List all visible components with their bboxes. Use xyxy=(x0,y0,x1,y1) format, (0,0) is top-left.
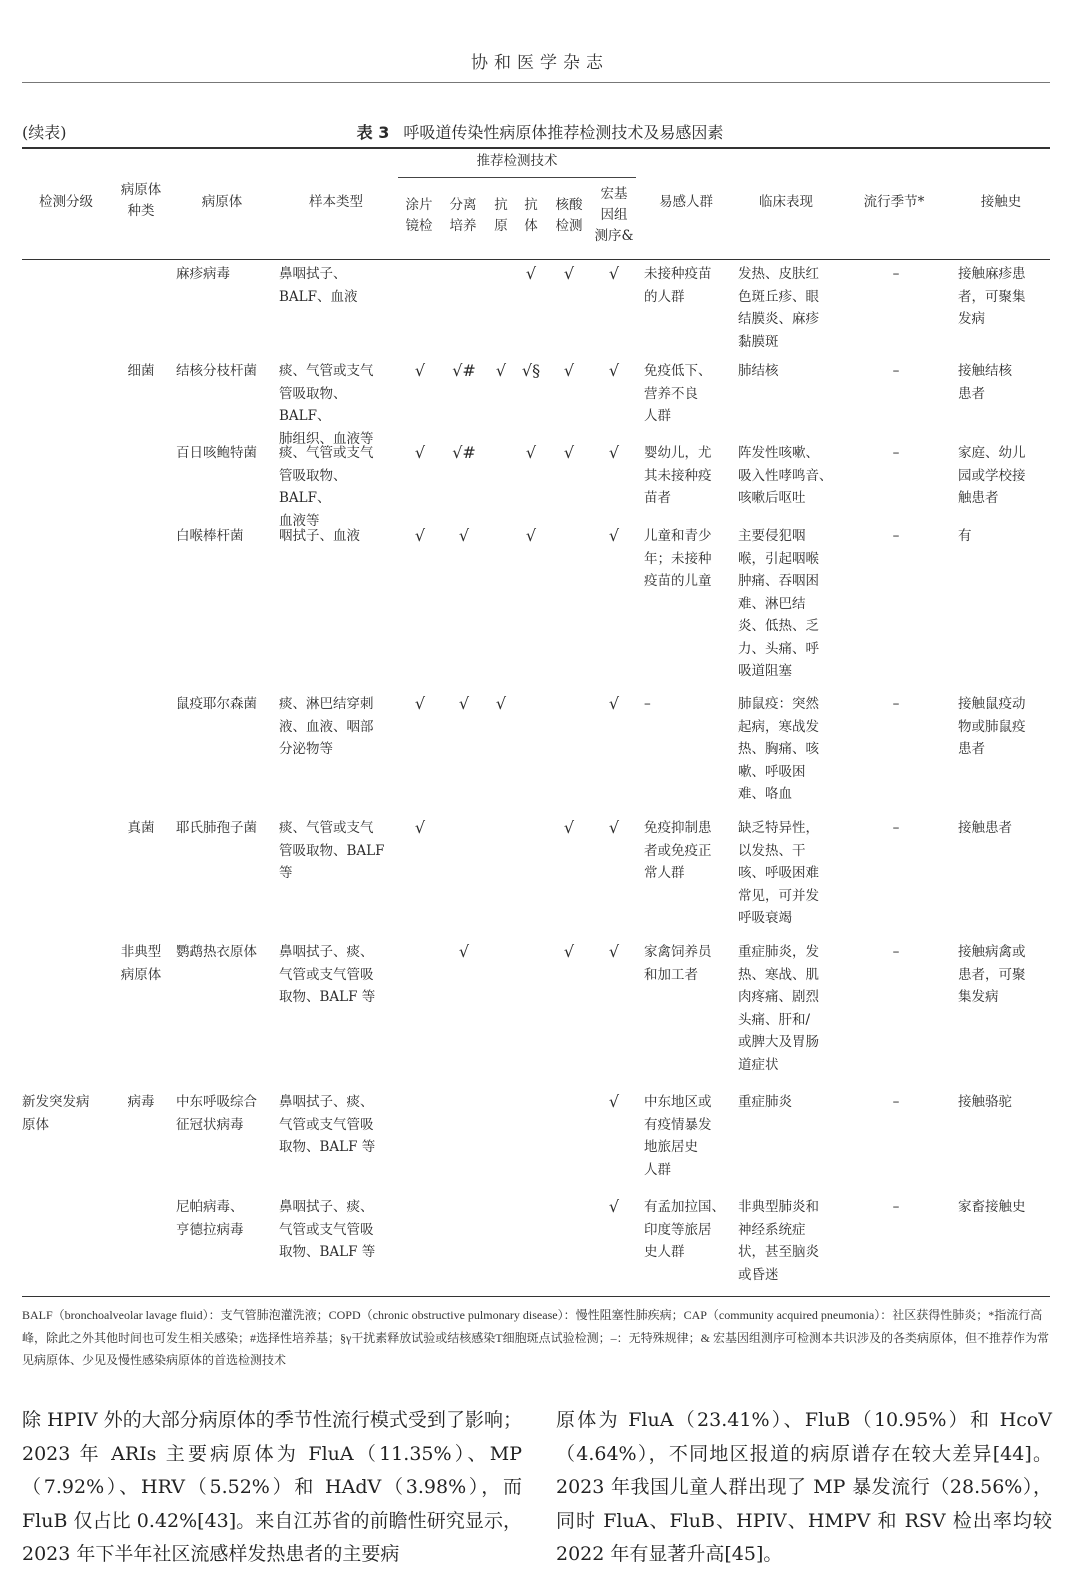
tech-group-rule xyxy=(398,177,636,178)
table-cell-season: – xyxy=(892,1094,900,1110)
table-cell-antibody: √ xyxy=(525,526,537,545)
header-sample: 样本类型 xyxy=(309,194,363,210)
header-smear: 涂片 镜检 xyxy=(405,197,433,234)
table-cell-mngs: √ xyxy=(608,526,620,545)
table-cell-culture: √# xyxy=(452,443,476,462)
table-cell-nucleic: √ xyxy=(563,443,575,462)
table-cell-mngs: √ xyxy=(608,694,620,713)
table-cell-nucleic: √ xyxy=(563,818,575,837)
table-cell-culture: √ xyxy=(458,942,470,961)
table-cell-season: – xyxy=(892,266,900,282)
table-cell-mngs: √ xyxy=(608,264,620,283)
table-number: 表 3 xyxy=(356,123,390,142)
table-cell-mngs: √ xyxy=(608,818,620,837)
table-cell-sample: 咽拭子、血液 xyxy=(279,528,360,544)
table-cell-contact: 家畜接触史 xyxy=(958,1199,1026,1215)
table-cell-category: 病毒 xyxy=(127,1094,155,1110)
table-cell-season: – xyxy=(892,820,900,836)
table-cell-pathogen: 鼠疫耶尔森菌 xyxy=(176,696,257,712)
table-cell-contact: 有 xyxy=(958,528,972,544)
table-cell-culture: √# xyxy=(452,361,476,380)
body-text-right-column: 原体为 FluA（23.41%）、FluB（10.95%）和 HcoV（4.64%），不同地区报道的病原谱存在较大差异[44]。2023 年我国儿童人群出现了 MP 暴发流行（28.56%），同时 FluA、FluB、HPIV、HMPV 和 RSV 检出率均较 2022 年有显著升高[45]。 xyxy=(556,1409,1052,1565)
table-cell-culture: √ xyxy=(458,694,470,713)
table-cell-contact: 家庭、幼儿 园或学校接 触患者 xyxy=(958,445,1026,506)
table-cell-sample: 鼻咽拭子、 BALF、血液 xyxy=(279,266,358,305)
table-cell-season: – xyxy=(892,363,900,379)
header-grade: 检测分级 xyxy=(39,194,93,210)
header-rule xyxy=(22,82,1050,83)
table-cell-pathogen: 耶氏肺孢子菌 xyxy=(176,820,257,836)
table-cell-category: 真菌 xyxy=(127,820,155,836)
header-antibody: 抗 体 xyxy=(524,197,538,234)
header-pathogen: 病原体 xyxy=(201,194,243,210)
table-cell-clinical: 肺鼠疫：突然 起病，寒战发 热、胸痛、咳 嗽、呼吸困 难、咯血 xyxy=(738,696,819,802)
body-text-left-column: 除 HPIV 外的大部分病原体的季节性流行模式受到了影响；2023 年 ARIs 主要病原体为 FluA（11.35%）、MP（7.92%）、HRV（5.52%）和 HAdV（3.98%），而 FluB 仅占比 0.42%[43]。来自江苏省的前瞻性研究显示，2023 年下半年社区流感样发热患者的主要病 xyxy=(22,1409,522,1565)
table-cell-susceptible: – xyxy=(644,696,651,712)
table-cell-clinical: 阵发性咳嗽、 吸入性哮鸣音、 咳嗽后呕吐 xyxy=(738,445,833,506)
table-cell-pathogen: 麻疹病毒 xyxy=(176,266,230,282)
table-cell-season: – xyxy=(892,696,900,712)
table-bottom-rule xyxy=(22,1296,1050,1297)
table-cell-pathogen: 鹦鹉热衣原体 xyxy=(176,944,257,960)
table-cell-smear: √ xyxy=(414,361,426,380)
table-cell-contact: 接触鼠疫动 物或肺鼠疫 患者 xyxy=(958,696,1026,757)
table-cell-pathogen: 百日咳鲍特菌 xyxy=(176,445,257,461)
table-cell-nucleic: √ xyxy=(563,942,575,961)
table-cell-grade: 新发突发病 原体 xyxy=(22,1094,90,1133)
table-cell-smear: √ xyxy=(414,526,426,545)
table-cell-pathogen: 结核分枝杆菌 xyxy=(176,363,257,379)
table-cell-nucleic: √ xyxy=(563,361,575,380)
table-cell-mngs: √ xyxy=(608,1092,620,1111)
table-cell-contact: 接触结核 患者 xyxy=(958,363,1012,402)
table-cell-clinical: 主要侵犯咽 喉，引起咽喉 肿痛、吞咽困 难、淋巴结 炎、低热、乏 力、头痛、呼 吸道阻塞 xyxy=(738,528,819,679)
table-cell-susceptible: 未接种疫苗 的人群 xyxy=(644,266,712,305)
table-caption xyxy=(0,120,1080,143)
table-cell-pathogen: 白喉棒杆菌 xyxy=(176,528,244,544)
table-cell-contact: 接触麻疹患 者，可聚集 发病 xyxy=(958,266,1026,327)
continued-label: (续表) xyxy=(22,123,67,142)
table-top-rule xyxy=(22,147,1050,149)
table-cell-clinical: 发热、皮肤红 色斑丘疹、眼 结膜炎、麻疹 黏膜斑 xyxy=(738,266,819,350)
table-cell-season: – xyxy=(892,528,900,544)
table-cell-sample: 鼻咽拭子、痰、 气管或支气管吸 取物、BALF 等 xyxy=(279,1094,376,1155)
table-cell-sample: 痰、气管或支气 管吸取物、BALF 等 xyxy=(279,820,385,881)
table-header-rule xyxy=(22,259,1050,260)
header-nucleic: 核酸 检测 xyxy=(555,197,583,234)
table-cell-susceptible: 婴幼儿，尤 其未接种疫 苗者 xyxy=(644,445,712,506)
table-cell-sample: 鼻咽拭子、痰、 气管或支气管吸 取物、BALF 等 xyxy=(279,1199,376,1260)
table-cell-mngs: √ xyxy=(608,361,620,380)
header-season: 流行季节* xyxy=(863,194,925,210)
table-cell-antigen: √ xyxy=(495,361,507,380)
table-cell-smear: √ xyxy=(414,443,426,462)
header-culture: 分离 培养 xyxy=(449,197,477,234)
table-cell-susceptible: 免疫抑制患 者或免疫正 常人群 xyxy=(644,820,712,881)
table-cell-clinical: 非典型肺炎和 神经系统症 状，甚至脑炎 或昏迷 xyxy=(738,1199,819,1283)
table-cell-mngs: √ xyxy=(608,1197,620,1216)
table-cell-season: – xyxy=(892,1199,900,1215)
table-cell-antibody: √ xyxy=(525,264,537,283)
table-cell-susceptible: 儿童和青少 年；未接种 疫苗的儿童 xyxy=(644,528,712,589)
table-cell-clinical: 重症肺炎，发 热、寒战、肌 肉疼痛、剧烈 头痛、肝和/ 或脾大及胃肠 道症状 xyxy=(738,944,819,1073)
header-contact: 接触史 xyxy=(980,194,1022,210)
table-cell-sample: 痰、气管或支气 管吸取物、BALF、 肺组织、血液等 xyxy=(279,363,374,447)
table-cell-contact: 接触患者 xyxy=(958,820,1012,836)
table-cell-season: – xyxy=(892,445,900,461)
table-cell-category: 细菌 xyxy=(127,363,155,379)
table-cell-culture: √ xyxy=(458,526,470,545)
table-cell-sample: 痰、气管或支气 管吸取物、BALF、 血液等 xyxy=(279,445,374,529)
table-cell-susceptible: 家禽饲养员 和加工者 xyxy=(644,944,712,983)
table-cell-category: 非典型 病原体 xyxy=(120,944,162,983)
table-footnote: BALF（bronchoalveolar lavage fluid）：支气管肺泡灌洗液；COPD（chronic obstructive pulmonary disease）：慢性阻塞性肺疾病；CAP（community acquired pneumonia）：社区获得性肺炎；*指流行高峰，除此之外其他时间也可发生相关感染；#选择性培养基；§γ干扰素释放试验或结核感染T细胞斑点试验检测；–：无特殊规律；& 宏基因组测序可检测本共识涉及的各类病原体，但不推荐作为常见病原体、少见及慢性感染病原体的首选检测技术 xyxy=(22,1308,1049,1367)
table-cell-clinical: 肺结核 xyxy=(738,363,779,379)
header-mngs: 宏基 因组 测序& xyxy=(594,186,634,244)
table-cell-nucleic: √ xyxy=(563,264,575,283)
table-cell-clinical: 重症肺炎 xyxy=(738,1094,792,1110)
table-cell-contact: 接触骆驼 xyxy=(958,1094,1012,1110)
table-cell-mngs: √ xyxy=(608,443,620,462)
table-cell-mngs: √ xyxy=(608,942,620,961)
table-cell-contact: 接触病禽或 患者，可聚 集发病 xyxy=(958,944,1026,1005)
table-cell-antibody: √ xyxy=(525,443,537,462)
header-antigen: 抗 原 xyxy=(494,197,508,234)
table-cell-sample: 鼻咽拭子、痰、 气管或支气管吸 取物、BALF 等 xyxy=(279,944,376,1005)
table-cell-clinical: 缺乏特异性， 以发热、干 咳、呼吸困难 常见，可并发 呼吸衰竭 xyxy=(738,820,819,926)
journal-header: 协和医学杂志 xyxy=(471,53,609,73)
header-susceptible: 易感人群 xyxy=(659,194,713,210)
header-category: 病原体 种类 xyxy=(120,182,162,219)
table-cell-susceptible: 免疫低下、 营养不良 人群 xyxy=(644,363,712,424)
header-tech-group: 推荐检测技术 xyxy=(476,153,558,169)
table-cell-smear: √ xyxy=(414,694,426,713)
table-cell-susceptible: 有孟加拉国、 印度等旅居 史人群 xyxy=(644,1199,725,1260)
table-cell-smear: √ xyxy=(414,818,426,837)
table-cell-susceptible: 中东地区或 有疫情暴发 地旅居史 人群 xyxy=(644,1094,712,1178)
table-cell-antigen: √ xyxy=(495,694,507,713)
table-cell-sample: 痰、淋巴结穿刺 液、血液、咽部 分泌物等 xyxy=(279,696,374,757)
table-title: 呼吸道传染性病原体推荐检测技术及易感因素 xyxy=(403,123,724,142)
table-cell-pathogen: 尼帕病毒、 亨德拉病毒 xyxy=(176,1199,244,1238)
table-cell-pathogen: 中东呼吸综合 征冠状病毒 xyxy=(176,1094,257,1133)
header-clinical: 临床表现 xyxy=(759,194,813,210)
table-cell-season: – xyxy=(892,944,900,960)
table-cell-antibody: √§ xyxy=(521,361,541,380)
